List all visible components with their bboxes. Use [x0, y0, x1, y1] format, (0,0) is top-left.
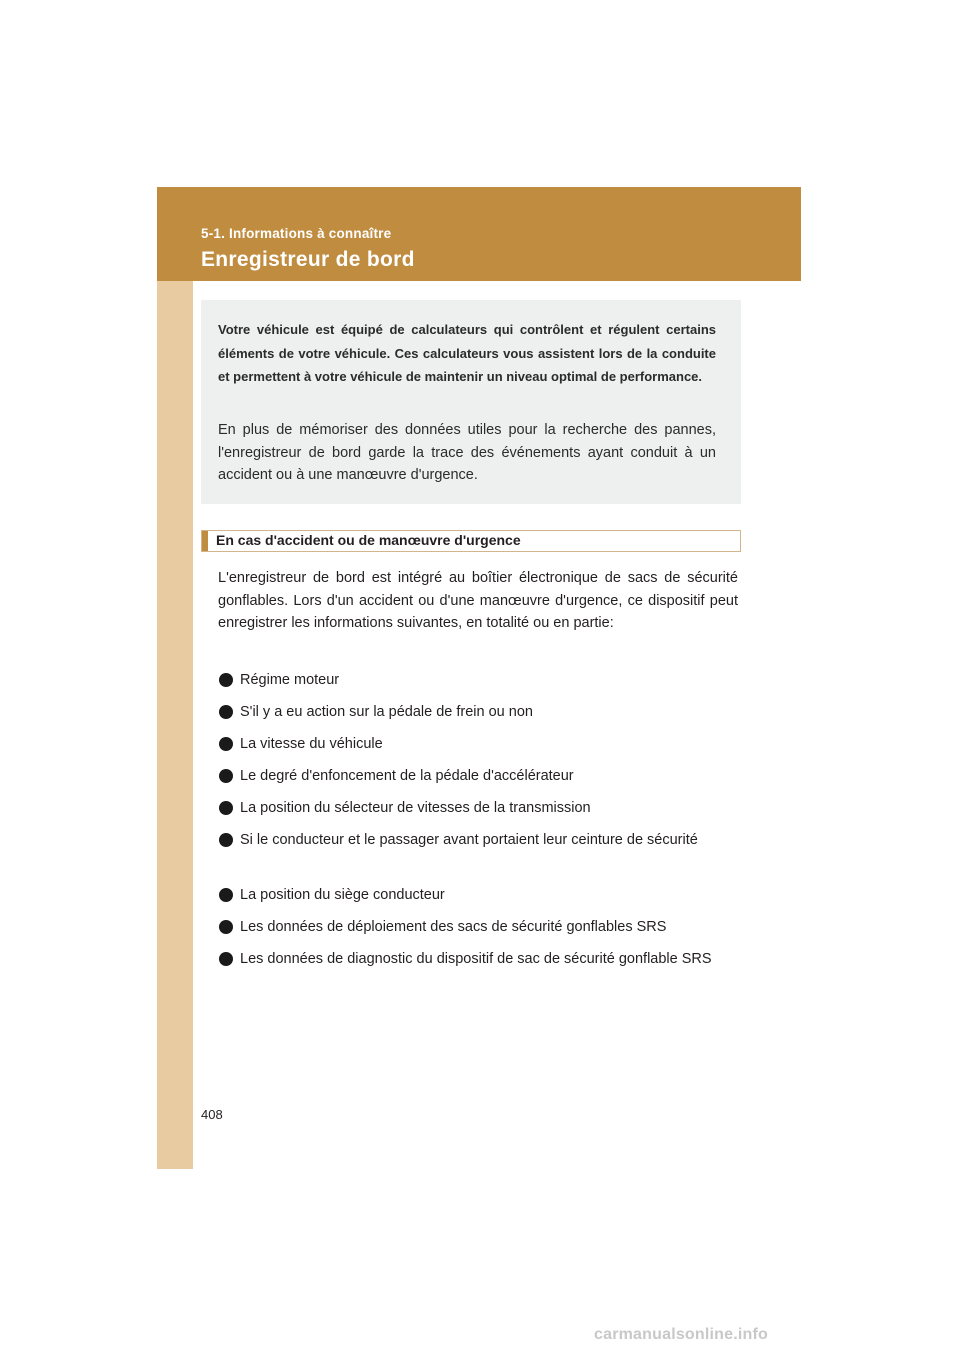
list-item-text: La position du sélecteur de vitesses de la transmission — [240, 800, 591, 816]
bullet-dot-icon — [219, 888, 233, 902]
intro-normal-text: En plus de mémoriser des données utiles pour la recherche des pannes, l'enregistreur de bord garde la trace des événements ayant conduit à un accident ou à une manœuvre d'urgence. — [218, 422, 716, 483]
list-item-text: La vitesse du véhicule — [240, 736, 383, 752]
intro-bold-text: Votre véhicule est équipé de calculateurs qui contrôlent et régulent certains éléments de votre véhicule. Ces calculateurs vous assistent lors de la conduite et permettent à votre véhicule de maintenir un niveau optimal de performance. — [218, 322, 716, 384]
list-item-text: Le degré d'enfoncement de la pédale d'accélérateur — [240, 768, 574, 784]
watermark: carmanualsonline.info — [594, 1326, 769, 1343]
list-item — [219, 916, 739, 939]
bullet-dot-icon — [219, 769, 233, 783]
bullet-dot-icon — [219, 801, 233, 815]
bullet-dot-icon — [219, 920, 233, 934]
list-item-text: Régime moteur — [240, 672, 340, 688]
list-item — [219, 669, 739, 692]
subheading-accent — [202, 531, 208, 551]
list-item — [219, 797, 739, 820]
list-item-text: La position du siège conducteur — [240, 887, 445, 903]
bullet-dot-icon — [219, 673, 233, 687]
bullet-dot-icon — [219, 737, 233, 751]
bullet-dot-icon — [219, 952, 233, 966]
list-item-text: S'il y a eu action sur la pédale de frein ou non — [240, 704, 533, 720]
list-item — [219, 948, 739, 971]
intro-box — [201, 300, 741, 504]
list-item — [219, 884, 739, 907]
page-number: 408 — [201, 1107, 223, 1122]
section-label: 5-1. Informations à connaître — [201, 226, 392, 241]
list-item-text: Les données de déploiement des sacs de sécurité gonflables SRS — [240, 919, 667, 935]
side-strip — [157, 281, 193, 1169]
list-item — [219, 733, 739, 756]
bullet-dot-icon — [219, 705, 233, 719]
list-item-text: Les données de diagnostic du dispositif de sac de sécurité gonflable SRS — [240, 951, 712, 967]
subheading-text: En cas d'accident ou de manœuvre d'urgence — [216, 532, 521, 548]
page-title: Enregistreur de bord — [201, 248, 415, 271]
bullet-dot-icon — [219, 833, 233, 847]
list-item — [219, 829, 739, 852]
body-paragraph: L'enregistreur de bord est intégré au boîtier électronique de sacs de sécurité gonflables. Lors d'un accident ou d'une manœuvre d'urgence, ce dispositif peut enregistrer les informations suivantes, en totalité ou en partie: — [218, 570, 738, 631]
list-item-text: Si le conducteur et le passager avant portaient leur ceinture de sécurité — [240, 832, 698, 848]
list-item — [219, 765, 739, 788]
subheading-bar — [201, 530, 741, 552]
list-item — [219, 701, 739, 724]
